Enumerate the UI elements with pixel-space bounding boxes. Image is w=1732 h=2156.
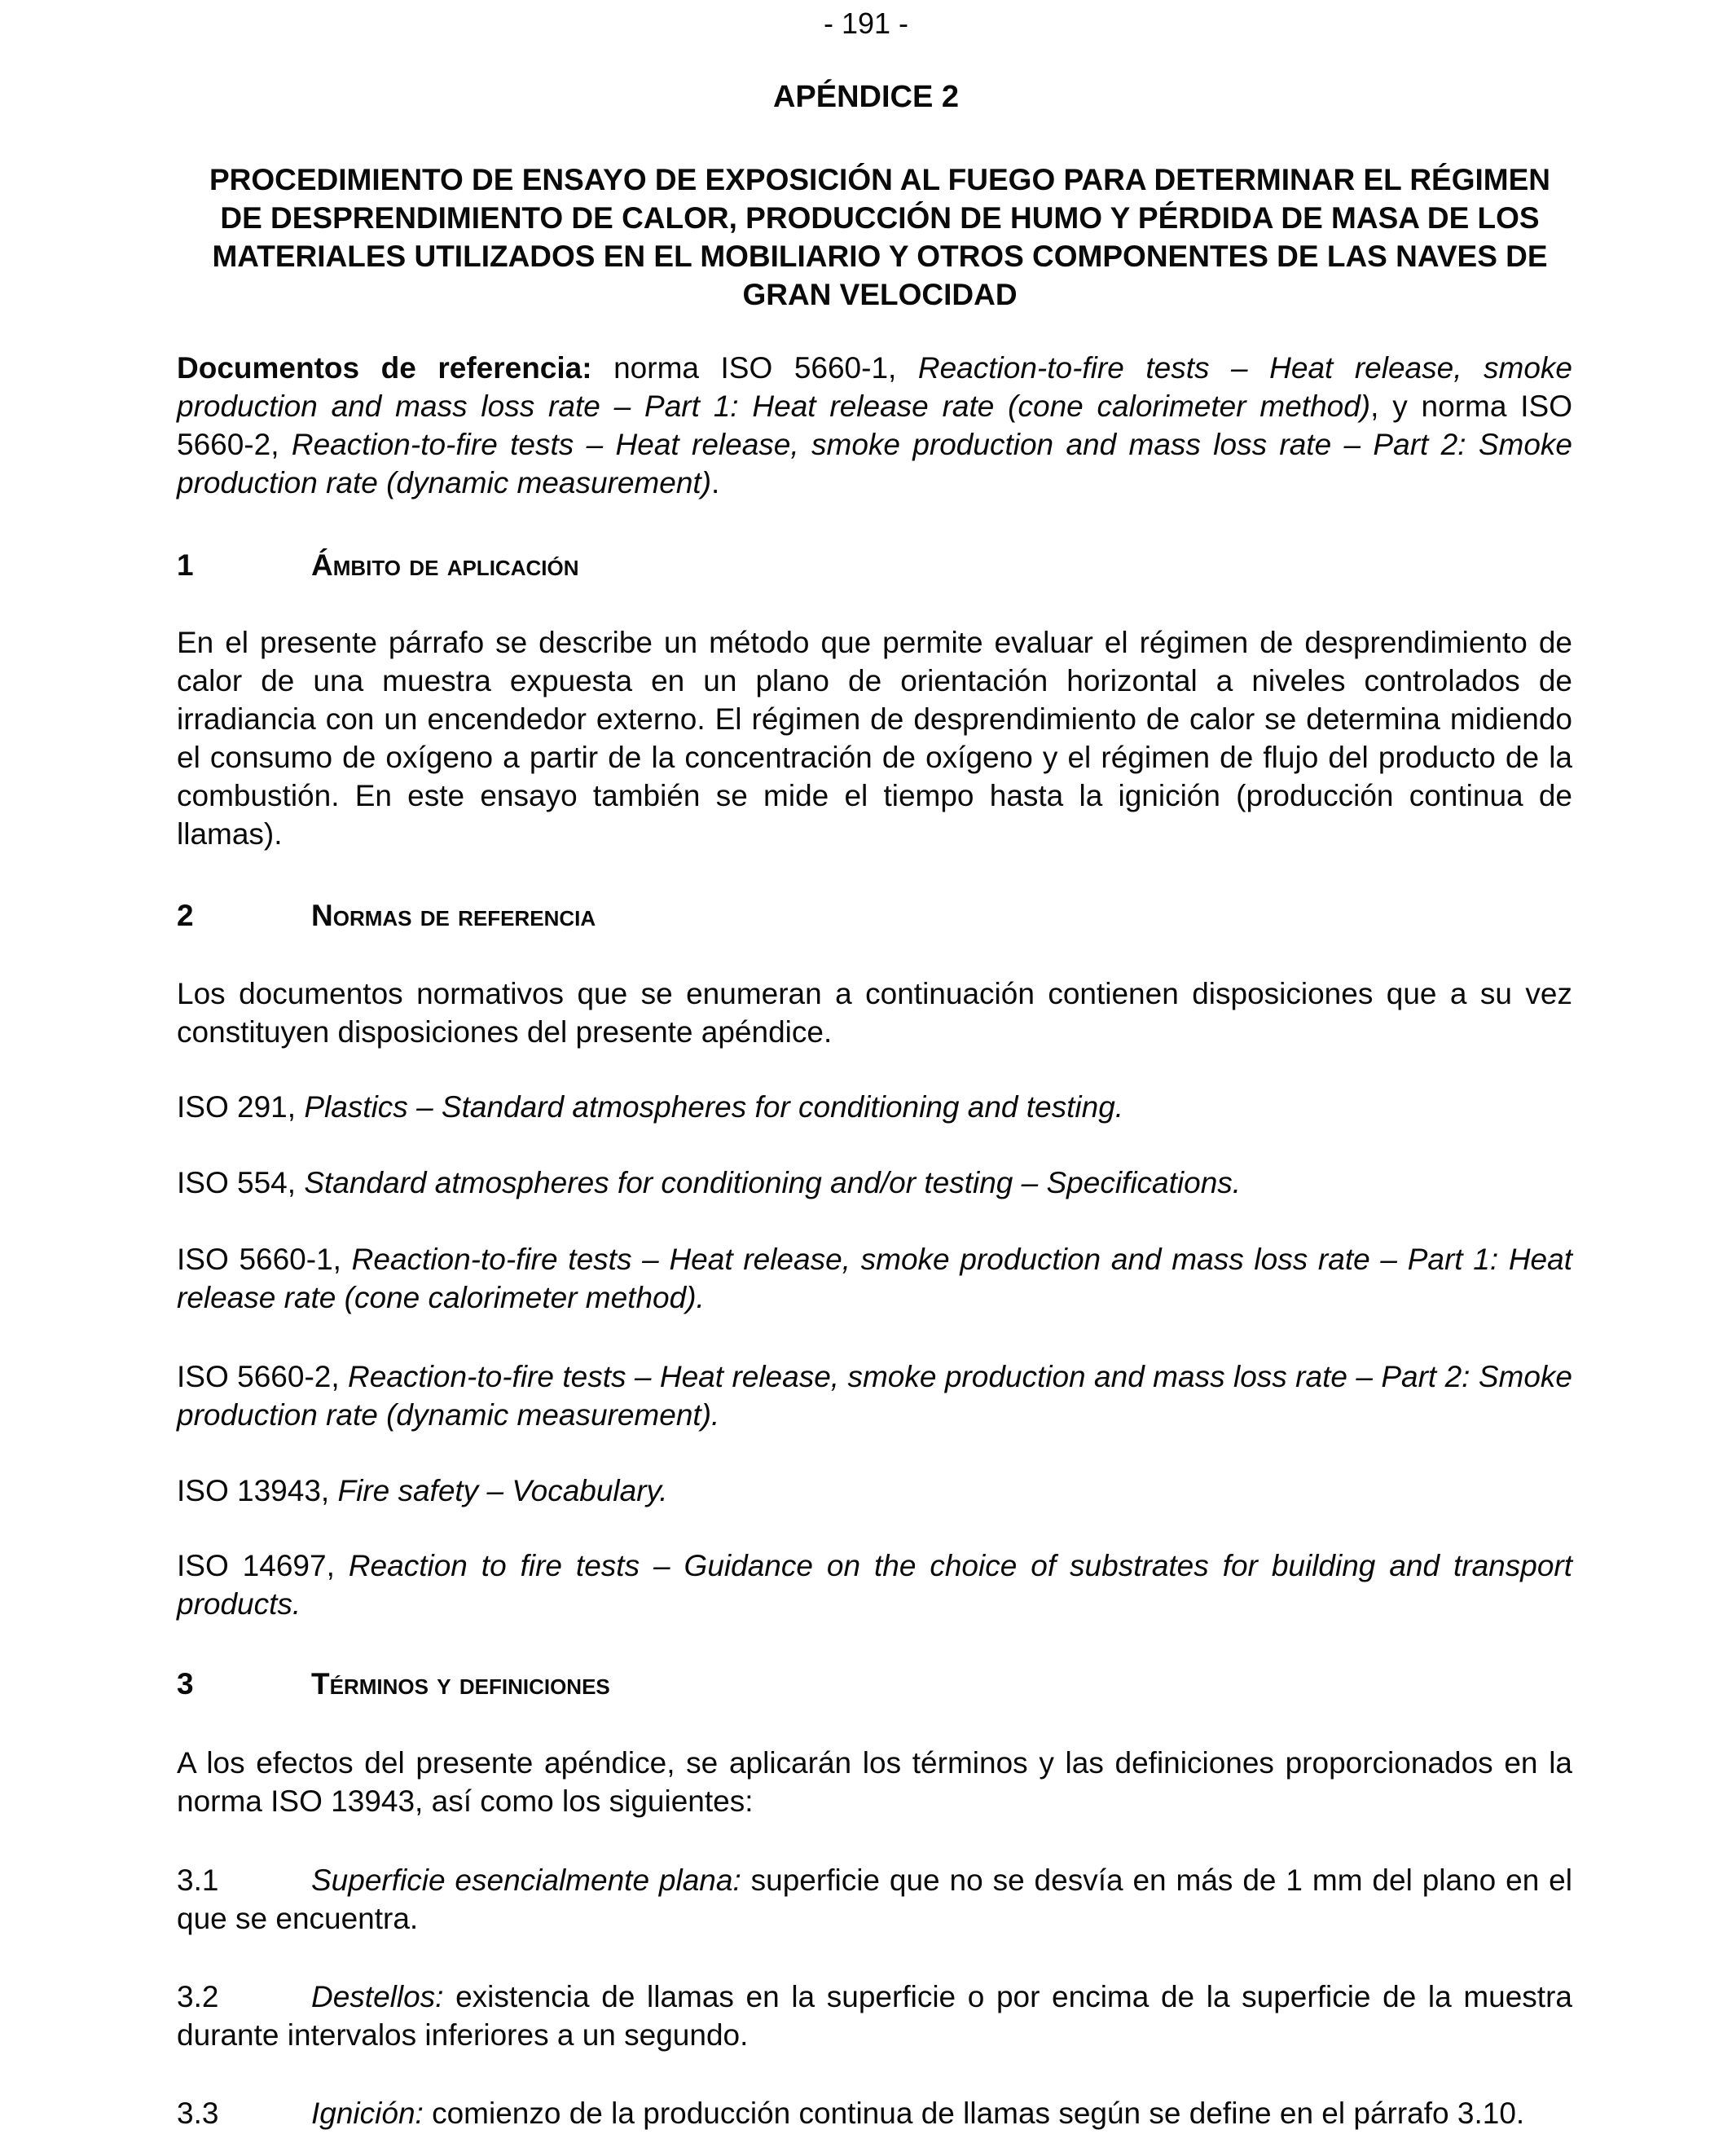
section-title: Términos y definiciones	[311, 1667, 610, 1701]
definition-term: Ignición:	[311, 2097, 424, 2130]
definition-number: 3.2	[177, 1980, 219, 2013]
reference-title-1: Reaction-to-fire tests – Heat release, smoke production and mass loss rate – Part 1: Heat release rate (cone calorimeter method)	[177, 351, 1572, 423]
definition-text: superficie que no se desvía en más de 1 mm del plano en el que se encuentra.	[177, 1863, 1572, 1935]
reference-label: Documentos de referencia:	[177, 351, 592, 385]
definition-item	[177, 2094, 1572, 2132]
reference-title: Reaction-to-fire tests – Heat release, smoke production and mass loss rate – Part 2: Smoke production rate (dynamic measurement).	[177, 1360, 1572, 1432]
reference-item	[177, 1240, 1572, 1317]
reference-title: Reaction to fire tests – Guidance on the choice of substrates for building and transport products.	[177, 1549, 1573, 1621]
reference-title: Plastics – Standard atmospheres for conditioning and testing.	[304, 1090, 1124, 1124]
reference-item	[177, 1357, 1572, 1434]
appendix-title: APÉNDICE 2	[772, 80, 960, 114]
reference-item	[177, 1472, 1572, 1510]
reference-text-2: , y norma ISO 5660-2,	[177, 389, 1572, 461]
definition-number: 3.1	[177, 1863, 219, 1897]
section-3-heading	[177, 1665, 610, 1703]
definition-item	[177, 1861, 1572, 1938]
section-3-intro: A los efectos del presente apéndice, se aplicarán los términos y las definiciones proporcionados en la norma ISO 13943, así como los siguientes:	[177, 1746, 1572, 1818]
definition-number: 3.3	[177, 2097, 219, 2130]
section-title: Ámbito de aplicación	[311, 548, 579, 582]
reference-code: ISO 5660-2,	[177, 1360, 349, 1393]
reference-title-2: Reaction-to-fire tests – Heat release, smoke production and mass loss rate – Part 2: Smoke production rate (dynamic measurement)	[177, 428, 1572, 499]
section-2-heading	[177, 896, 596, 935]
reference-title: Reaction-to-fire tests – Heat release, smoke production and mass loss rate – Part 1: Heat release rate (cone calorimeter method).	[177, 1243, 1572, 1314]
reference-item	[177, 1547, 1572, 1623]
reference-documents	[177, 349, 1572, 502]
reference-code: ISO 5660-1,	[177, 1243, 352, 1276]
section-2-intro: Los documentos normativos que se enumeran a continuación contienen disposiciones que a su vez constituyen disposiciones del presente apéndice.	[177, 977, 1572, 1049]
document-title: PROCEDIMIENTO DE ENSAYO DE EXPOSICIÓN AL FUEGO PARA DETERMINAR EL RÉGIMEN DE DESPRENDIMIENTO DE CALOR, PRODUCCIÓN DE HUMO Y PÉRDIDA DE MASA DE LOS MATERIALES UTILIZADOS EN EL MOBILIARIO Y OTROS COMPONENTES DE LAS NAVES DE GRAN VELOCIDAD	[209, 163, 1551, 311]
definition-text: existencia de llamas en la superficie o por encima de la superficie de la muestra durante intervalos inferiores a un segundo.	[177, 1980, 1572, 2052]
reference-text-1: norma ISO 5660-1,	[591, 351, 918, 385]
reference-code: ISO 14697,	[177, 1549, 349, 1582]
section-1-paragraph: En el presente párrafo se describe un método que permite evaluar el régimen de desprendimiento de calor de una muestra expuesta en un plano de orientación horizontal a niveles controlados de irradiancia con un encendedor externo. El régimen de desprendimiento de calor se determina midiendo el consumo de oxígeno a partir de la concentración de oxígeno y el régimen de flujo del producto de la combustión. En este ensayo también se mide el tiempo hasta la ignición (producción continua de llamas).	[177, 626, 1572, 851]
section-title: Normas de referencia	[311, 899, 596, 932]
section-1-heading	[177, 546, 578, 584]
reference-item	[177, 1164, 1572, 1202]
definition-term: Destellos:	[311, 1980, 444, 2013]
reference-text-3: .	[711, 466, 720, 499]
reference-code: ISO 554,	[177, 1166, 305, 1199]
definition-term: Superficie esencialmente plana:	[311, 1863, 741, 1897]
section-number: 3	[177, 1667, 194, 1701]
definition-text: comienzo de la producción continua de llamas según se define en el párrafo 3.10.	[423, 2097, 1525, 2130]
reference-title: Fire safety – Vocabulary.	[337, 1474, 668, 1507]
reference-item	[177, 1088, 1572, 1126]
page-number: - 191 -	[823, 7, 909, 40]
reference-code: ISO 291,	[177, 1090, 305, 1124]
reference-code: ISO 13943,	[177, 1474, 338, 1507]
section-number: 1	[177, 548, 194, 582]
reference-title: Standard atmospheres for conditioning and/or testing – Specifications.	[304, 1166, 1242, 1199]
definition-item	[177, 1978, 1572, 2054]
section-number: 2	[177, 899, 194, 932]
